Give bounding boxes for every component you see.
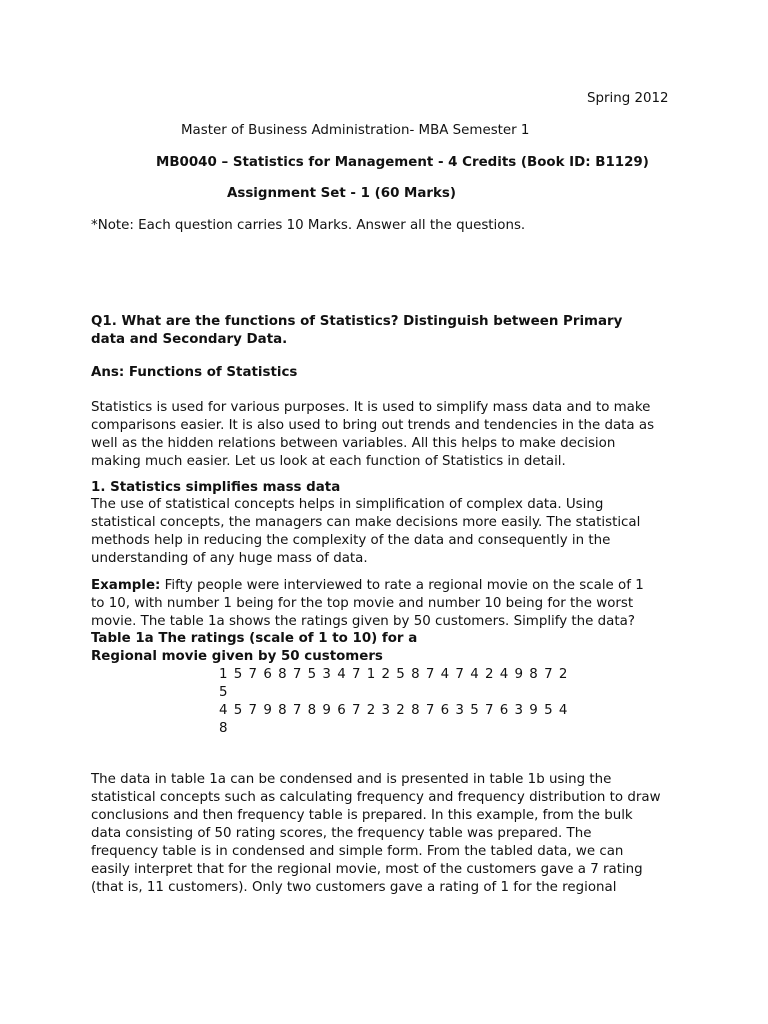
example-label: Example: bbox=[91, 578, 161, 593]
question-text bbox=[91, 313, 691, 349]
paragraph-line: statistical concepts such as calculating frequency and frequency distribution to draw bbox=[91, 790, 661, 805]
answer-heading: Ans: Functions of Statistics bbox=[91, 365, 298, 380]
course-title: MB0040 – Statistics for Management - 4 Credits (Book ID: B1129) bbox=[156, 155, 649, 170]
ratings-line: 4 5 7 9 8 7 8 9 6 7 2 3 2 8 7 6 3 5 7 6 3 9 5 4 bbox=[219, 703, 569, 718]
paragraph-line: statistical concepts, the managers can make decisions more easily. The statistical bbox=[91, 515, 641, 530]
note-text: *Note: Each question carries 10 Marks. Answer all the questions. bbox=[91, 218, 526, 233]
program-title: Master of Business Administration- MBA Semester 1 bbox=[181, 123, 530, 138]
paragraph-line: understanding of any huge mass of data. bbox=[91, 551, 368, 566]
intro-paragraph bbox=[91, 399, 691, 471]
ratings-line: 8 bbox=[219, 721, 229, 736]
section-paragraph bbox=[91, 496, 691, 568]
ratings-line: 5 bbox=[219, 685, 229, 700]
ratings-data bbox=[219, 666, 568, 738]
example-text: Fifty people were interviewed to rate a regional movie on the scale of 1 bbox=[160, 578, 644, 593]
date-text: Spring 2012 bbox=[587, 91, 669, 106]
paragraph-line: to 10, with number 1 being for the top movie and number 10 being for the worst bbox=[91, 596, 634, 611]
table-caption bbox=[91, 630, 691, 666]
paragraph-line: conclusions and then frequency table is prepared. In this example, from the bulk bbox=[91, 808, 633, 823]
question-line: data and Secondary Data. bbox=[91, 332, 288, 347]
paragraph-line: The data in table 1a can be condensed and is presented in table 1b using the bbox=[91, 772, 612, 787]
paragraph-line: Statistics is used for various purposes. It is used to simplify mass data and to make bbox=[91, 400, 651, 415]
paragraph-line: frequency table is in condensed and simple form. From the tabled data, we can bbox=[91, 844, 624, 859]
paragraph-line: comparisons easier. It is also used to bring out trends and tendencies in the data as bbox=[91, 418, 655, 433]
paragraph-line: easily interpret that for the regional movie, most of the customers gave a 7 rating bbox=[91, 862, 643, 877]
paragraph-line: well as the hidden relations between variables. All this helps to make decision bbox=[91, 436, 616, 451]
conclusion-paragraph bbox=[91, 771, 691, 897]
paragraph-line: The use of statistical concepts helps in simplification of complex data. Using bbox=[91, 497, 604, 512]
paragraph-line: movie. The table 1a shows the ratings given by 50 customers. Simplify the data? bbox=[91, 614, 635, 629]
example-paragraph bbox=[91, 577, 691, 631]
paragraph-line: making much easier. Let us look at each function of Statistics in detail. bbox=[91, 454, 566, 469]
caption-line: Regional movie given by 50 customers bbox=[91, 649, 383, 664]
paragraph-line: data consisting of 50 rating scores, the frequency table was prepared. The bbox=[91, 826, 592, 841]
paragraph-line: methods help in reducing the complexity of the data and consequently in the bbox=[91, 533, 611, 548]
assignment-title: Assignment Set - 1 (60 Marks) bbox=[227, 186, 457, 201]
question-line: Q1. What are the functions of Statistics? Distinguish between Primary bbox=[91, 314, 623, 329]
section-heading: 1. Statistics simplifies mass data bbox=[91, 480, 341, 495]
paragraph-line: (that is, 11 customers). Only two customers gave a rating of 1 for the regional bbox=[91, 880, 617, 895]
ratings-line: 1 5 7 6 8 7 5 3 4 7 1 2 5 8 7 4 7 4 2 4 9 8 7 2 bbox=[219, 667, 569, 682]
caption-line: Table 1a The ratings (scale of 1 to 10) for a bbox=[91, 631, 418, 646]
